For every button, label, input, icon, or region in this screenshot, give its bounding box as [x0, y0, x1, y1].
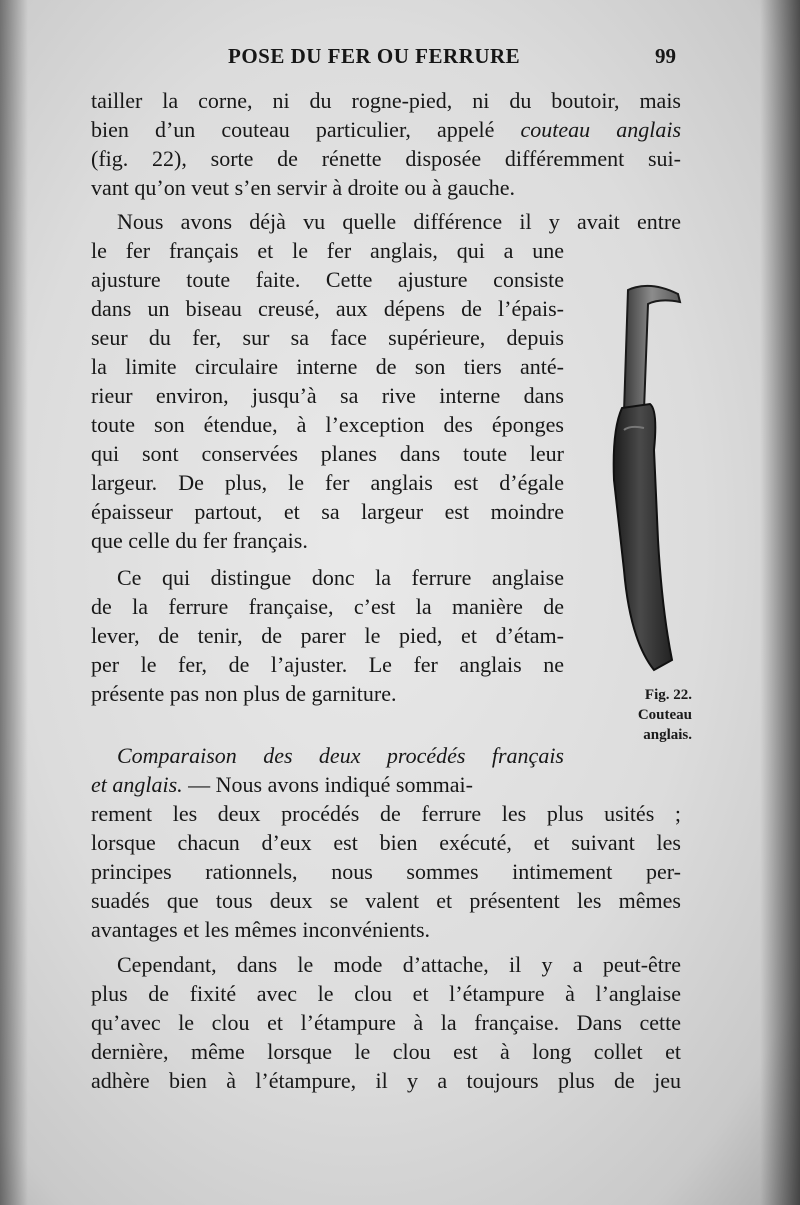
- text-line: rieur environ, jusqu’à sa rive interne dans: [91, 383, 564, 408]
- text-line: Cependant, dans le mode d’attache, il y a peut-être: [117, 952, 681, 977]
- paragraph-4: [91, 799, 681, 944]
- text-line: lever, de tenir, de parer le pied, et d’étam-: [91, 623, 564, 648]
- paragraph-4-heading: [91, 741, 564, 799]
- text-line: principes rationnels, nous sommes intimement per-: [91, 859, 681, 884]
- paragraph-2: [91, 207, 681, 236]
- text-line: épaisseur partout, et sa largeur est moindre: [91, 499, 564, 524]
- text-line: vant qu’on veut s’en servir à droite ou à gauche.: [91, 175, 515, 200]
- section-heading: Comparaison des deux procédés français: [117, 743, 564, 768]
- text-line: qui sont conservées planes dans toute leur: [91, 441, 564, 466]
- text-line: tailler la corne, ni du rogne-pied, ni du boutoir, mais: [91, 88, 681, 113]
- text-line: présente pas non plus de garniture.: [91, 681, 397, 706]
- paragraph-2-column: [91, 236, 564, 555]
- figure-caption: [600, 685, 692, 745]
- section-heading-line: [91, 741, 564, 770]
- figure-caption-line: anglais.: [643, 727, 692, 743]
- text-line: avantages et les mêmes inconvénients.: [91, 917, 431, 942]
- text-line: toute son étendue, à l’exception des éponges: [91, 412, 564, 437]
- text-line: plus de fixité avec le clou et l’étampure à l’anglaise: [91, 981, 681, 1006]
- section-heading-cont: et anglais.: [91, 772, 183, 797]
- text-line: [91, 770, 564, 799]
- text-line: suadés que tous deux se valent et présentent les mêmes: [91, 888, 681, 913]
- page-number: 99: [655, 44, 676, 68]
- figure-caption-line: Couteau: [637, 707, 692, 723]
- text-line: qu’avec le clou et l’étampure à la française. Dans cette: [91, 1010, 681, 1035]
- text-line: seur du fer, sur sa face supérieure, depuis: [91, 325, 564, 350]
- text-line: [91, 115, 681, 144]
- knife-illustration-icon: [600, 280, 690, 680]
- paragraph-1: [91, 86, 681, 202]
- italic-term: couteau anglais: [520, 117, 682, 142]
- page-header: [0, 44, 800, 74]
- text-line: Ce qui distingue donc la ferrure anglaise: [117, 565, 564, 590]
- running-title: POSE DU FER OU FERRURE: [228, 44, 521, 68]
- text-span: bien d’un couteau particulier, appelé: [91, 117, 521, 142]
- figure-number: Fig. 22.: [644, 687, 692, 703]
- text-line: dans un biseau creusé, aux dépens de l’épais-: [91, 296, 564, 321]
- text-line: adhère bien à l’étampure, il y a toujours plus de jeu: [91, 1068, 681, 1093]
- paragraph-3: [91, 563, 564, 708]
- text-line: ajusture toute faite. Cette ajusture consiste: [91, 267, 564, 292]
- figure-22: [600, 280, 690, 680]
- text-line: la limite circulaire interne de son tiers anté-: [91, 354, 564, 379]
- text-span: — Nous avons indiqué sommai-: [182, 772, 473, 797]
- text-line: de la ferrure française, c’est la manière de: [91, 594, 564, 619]
- text-line: Nous avons déjà vu quelle différence il y avait entre: [117, 209, 681, 234]
- paragraph-5: [91, 950, 681, 1095]
- text-line: dernière, même lorsque le clou est à long collet et: [91, 1039, 681, 1064]
- right-edge-shadow: [760, 0, 800, 1205]
- text-line: (fig. 22), sorte de rénette disposée différemment sui-: [91, 146, 681, 171]
- text-line: largeur. De plus, le fer anglais est d’égale: [91, 470, 564, 495]
- text-line: lorsque chacun d’eux est bien exécuté, et suivant les: [91, 830, 681, 855]
- text-line: le fer français et le fer anglais, qui a une: [91, 238, 564, 263]
- text-line: que celle du fer français.: [91, 528, 308, 553]
- text-line: rement les deux procédés de ferrure les plus usités ;: [91, 801, 681, 826]
- text-line: per le fer, de l’ajuster. Le fer anglais ne: [91, 652, 564, 677]
- left-gutter-shadow: [0, 0, 28, 1205]
